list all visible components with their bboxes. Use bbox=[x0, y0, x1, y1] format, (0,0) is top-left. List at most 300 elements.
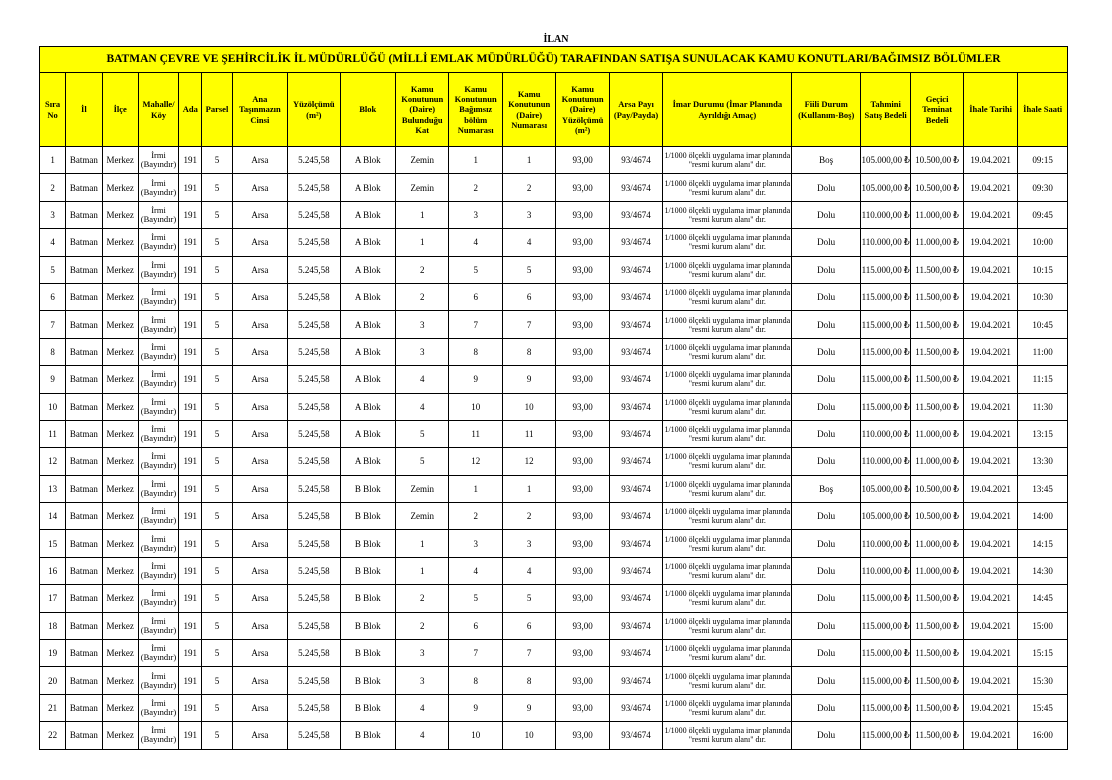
table-row bbox=[40, 530, 1068, 557]
cell-parsel: 5 bbox=[202, 585, 232, 612]
cell-bagimsiz-bolum-no: 7 bbox=[449, 311, 502, 338]
table-body bbox=[40, 147, 1068, 750]
cell-bagimsiz-bolum-no: 10 bbox=[449, 722, 502, 749]
cell-gecici-teminat-bedeli: 10.500,00 ₺ bbox=[911, 475, 963, 502]
cell-imar-durumu: 1/1000 ölçekli uygulama imar planında "resmi kurum alanı" dır. bbox=[663, 174, 792, 201]
cell-gecici-teminat-bedeli: 11.000,00 ₺ bbox=[911, 201, 963, 228]
cell-yuzolcumu: 5.245,58 bbox=[288, 722, 340, 749]
cell-imar-durumu: 1/1000 ölçekli uygulama imar planında "resmi kurum alanı" dır. bbox=[663, 475, 792, 502]
cell-ilce: Merkez bbox=[102, 283, 138, 310]
cell-tahmini-satis-bedeli: 105.000,00 ₺ bbox=[860, 174, 910, 201]
cell-yuzolcumu: 5.245,58 bbox=[288, 201, 340, 228]
cell-parsel: 5 bbox=[202, 530, 232, 557]
cell-yuzolcumu: 5.245,58 bbox=[288, 174, 340, 201]
table-row bbox=[40, 229, 1068, 256]
cell-imar-durumu: 1/1000 ölçekli uygulama imar planında "resmi kurum alanı" dır. bbox=[663, 420, 792, 447]
table-row bbox=[40, 585, 1068, 612]
cell-fiili-durum: Dolu bbox=[792, 722, 861, 749]
header-ihale-tarihi: İhale Tarihi bbox=[963, 73, 1017, 147]
cell-bagimsiz-bolum-no: 6 bbox=[449, 283, 502, 310]
cell-daire-yuzolcumu: 93,00 bbox=[556, 147, 609, 174]
cell-ana-tasinmaz-cinsi: Arsa bbox=[232, 366, 287, 393]
cell-fiili-durum: Dolu bbox=[792, 612, 861, 639]
cell-blok: B Blok bbox=[340, 722, 395, 749]
cell-gecici-teminat-bedeli: 11.000,00 ₺ bbox=[911, 229, 963, 256]
cell-ilce: Merkez bbox=[102, 338, 138, 365]
cell-ada: 191 bbox=[179, 585, 202, 612]
cell-ana-tasinmaz-cinsi: Arsa bbox=[232, 503, 287, 530]
cell-il: Batman bbox=[66, 667, 102, 694]
cell-ana-tasinmaz-cinsi: Arsa bbox=[232, 557, 287, 584]
cell-daire-yuzolcumu: 93,00 bbox=[556, 722, 609, 749]
cell-blok: A Blok bbox=[340, 448, 395, 475]
cell-mahalle-koy: İrmi (Bayındır) bbox=[138, 256, 178, 283]
cell-blok: A Blok bbox=[340, 283, 395, 310]
cell-yuzolcumu: 5.245,58 bbox=[288, 283, 340, 310]
cell-ihale-tarihi: 19.04.2021 bbox=[963, 174, 1017, 201]
cell-ilce: Merkez bbox=[102, 393, 138, 420]
header-fiili-durum: Fiili Durum (Kullanım-Boş) bbox=[792, 73, 861, 147]
cell-blok: B Blok bbox=[340, 694, 395, 721]
cell-daire-no: 12 bbox=[502, 448, 555, 475]
cell-sira-no: 19 bbox=[40, 640, 66, 667]
table-row bbox=[40, 283, 1068, 310]
cell-kat: 1 bbox=[396, 557, 449, 584]
cell-daire-yuzolcumu: 93,00 bbox=[556, 256, 609, 283]
cell-bagimsiz-bolum-no: 11 bbox=[449, 420, 502, 447]
cell-kat: 2 bbox=[396, 612, 449, 639]
table-row bbox=[40, 557, 1068, 584]
cell-daire-yuzolcumu: 93,00 bbox=[556, 475, 609, 502]
cell-imar-durumu: 1/1000 ölçekli uygulama imar planında "resmi kurum alanı" dır. bbox=[663, 393, 792, 420]
cell-sira-no: 11 bbox=[40, 420, 66, 447]
cell-bagimsiz-bolum-no: 12 bbox=[449, 448, 502, 475]
cell-ihale-saati: 14:15 bbox=[1018, 530, 1068, 557]
cell-bagimsiz-bolum-no: 10 bbox=[449, 393, 502, 420]
cell-parsel: 5 bbox=[202, 256, 232, 283]
cell-kat: 4 bbox=[396, 393, 449, 420]
cell-arsa-payi: 93/4674 bbox=[609, 612, 662, 639]
cell-gecici-teminat-bedeli: 10.500,00 ₺ bbox=[911, 147, 963, 174]
cell-bagimsiz-bolum-no: 3 bbox=[449, 530, 502, 557]
cell-ana-tasinmaz-cinsi: Arsa bbox=[232, 722, 287, 749]
cell-ihale-tarihi: 19.04.2021 bbox=[963, 283, 1017, 310]
cell-arsa-payi: 93/4674 bbox=[609, 694, 662, 721]
cell-parsel: 5 bbox=[202, 229, 232, 256]
cell-gecici-teminat-bedeli: 11.000,00 ₺ bbox=[911, 448, 963, 475]
cell-ada: 191 bbox=[179, 640, 202, 667]
cell-sira-no: 21 bbox=[40, 694, 66, 721]
table-row bbox=[40, 694, 1068, 721]
cell-bagimsiz-bolum-no: 2 bbox=[449, 174, 502, 201]
cell-ada: 191 bbox=[179, 393, 202, 420]
cell-ihale-tarihi: 19.04.2021 bbox=[963, 530, 1017, 557]
cell-daire-yuzolcumu: 93,00 bbox=[556, 585, 609, 612]
cell-il: Batman bbox=[66, 174, 102, 201]
cell-imar-durumu: 1/1000 ölçekli uygulama imar planında "resmi kurum alanı" dır. bbox=[663, 640, 792, 667]
header-tahmini-satis-bedeli: Tahmini Satış Bedeli bbox=[860, 73, 910, 147]
cell-fiili-durum: Dolu bbox=[792, 530, 861, 557]
cell-fiili-durum: Dolu bbox=[792, 585, 861, 612]
cell-kat: 1 bbox=[396, 530, 449, 557]
cell-ada: 191 bbox=[179, 694, 202, 721]
cell-daire-no: 7 bbox=[502, 311, 555, 338]
cell-parsel: 5 bbox=[202, 722, 232, 749]
cell-ihale-saati: 10:15 bbox=[1018, 256, 1068, 283]
cell-imar-durumu: 1/1000 ölçekli uygulama imar planında "resmi kurum alanı" dır. bbox=[663, 503, 792, 530]
cell-daire-no: 4 bbox=[502, 557, 555, 584]
cell-daire-no: 10 bbox=[502, 722, 555, 749]
cell-kat: 5 bbox=[396, 420, 449, 447]
cell-tahmini-satis-bedeli: 105.000,00 ₺ bbox=[860, 503, 910, 530]
cell-gecici-teminat-bedeli: 11.500,00 ₺ bbox=[911, 393, 963, 420]
table-row bbox=[40, 393, 1068, 420]
cell-mahalle-koy: İrmi (Bayındır) bbox=[138, 612, 178, 639]
cell-ilce: Merkez bbox=[102, 667, 138, 694]
cell-imar-durumu: 1/1000 ölçekli uygulama imar planında "resmi kurum alanı" dır. bbox=[663, 256, 792, 283]
cell-il: Batman bbox=[66, 694, 102, 721]
cell-sira-no: 13 bbox=[40, 475, 66, 502]
cell-imar-durumu: 1/1000 ölçekli uygulama imar planında "resmi kurum alanı" dır. bbox=[663, 667, 792, 694]
cell-daire-no: 3 bbox=[502, 201, 555, 228]
cell-mahalle-koy: İrmi (Bayındır) bbox=[138, 640, 178, 667]
cell-tahmini-satis-bedeli: 115.000,00 ₺ bbox=[860, 585, 910, 612]
header-parsel: Parsel bbox=[202, 73, 232, 147]
cell-gecici-teminat-bedeli: 10.500,00 ₺ bbox=[911, 174, 963, 201]
header-ilce: İlçe bbox=[102, 73, 138, 147]
cell-tahmini-satis-bedeli: 115.000,00 ₺ bbox=[860, 612, 910, 639]
cell-ada: 191 bbox=[179, 503, 202, 530]
cell-kat: 4 bbox=[396, 694, 449, 721]
table-row bbox=[40, 612, 1068, 639]
cell-fiili-durum: Dolu bbox=[792, 393, 861, 420]
cell-sira-no: 8 bbox=[40, 338, 66, 365]
cell-arsa-payi: 93/4674 bbox=[609, 667, 662, 694]
cell-ihale-tarihi: 19.04.2021 bbox=[963, 503, 1017, 530]
cell-ihale-saati: 10:00 bbox=[1018, 229, 1068, 256]
cell-daire-yuzolcumu: 93,00 bbox=[556, 503, 609, 530]
cell-tahmini-satis-bedeli: 105.000,00 ₺ bbox=[860, 147, 910, 174]
cell-arsa-payi: 93/4674 bbox=[609, 475, 662, 502]
cell-ihale-tarihi: 19.04.2021 bbox=[963, 311, 1017, 338]
cell-daire-no: 9 bbox=[502, 366, 555, 393]
cell-ihale-saati: 13:45 bbox=[1018, 475, 1068, 502]
cell-fiili-durum: Dolu bbox=[792, 311, 861, 338]
cell-arsa-payi: 93/4674 bbox=[609, 229, 662, 256]
table-row bbox=[40, 338, 1068, 365]
cell-parsel: 5 bbox=[202, 557, 232, 584]
cell-yuzolcumu: 5.245,58 bbox=[288, 640, 340, 667]
header-imar-durumu: İmar Durumu (İmar Planında Ayrıldığı Amaç) bbox=[663, 73, 792, 147]
cell-mahalle-koy: İrmi (Bayındır) bbox=[138, 694, 178, 721]
cell-il: Batman bbox=[66, 612, 102, 639]
cell-blok: B Blok bbox=[340, 475, 395, 502]
cell-arsa-payi: 93/4674 bbox=[609, 256, 662, 283]
cell-ihale-saati: 15:15 bbox=[1018, 640, 1068, 667]
cell-tahmini-satis-bedeli: 115.000,00 ₺ bbox=[860, 256, 910, 283]
cell-kat: 5 bbox=[396, 448, 449, 475]
document-title: İLAN bbox=[543, 34, 569, 45]
cell-ana-tasinmaz-cinsi: Arsa bbox=[232, 612, 287, 639]
cell-parsel: 5 bbox=[202, 640, 232, 667]
cell-blok: A Blok bbox=[340, 147, 395, 174]
cell-tahmini-satis-bedeli: 115.000,00 ₺ bbox=[860, 283, 910, 310]
table-row bbox=[40, 420, 1068, 447]
cell-daire-no: 6 bbox=[502, 283, 555, 310]
cell-daire-no: 5 bbox=[502, 585, 555, 612]
cell-tahmini-satis-bedeli: 105.000,00 ₺ bbox=[860, 475, 910, 502]
cell-arsa-payi: 93/4674 bbox=[609, 147, 662, 174]
cell-parsel: 5 bbox=[202, 503, 232, 530]
header-ada: Ada bbox=[179, 73, 202, 147]
cell-ihale-saati: 15:00 bbox=[1018, 612, 1068, 639]
cell-fiili-durum: Dolu bbox=[792, 201, 861, 228]
cell-fiili-durum: Dolu bbox=[792, 338, 861, 365]
cell-bagimsiz-bolum-no: 9 bbox=[449, 366, 502, 393]
cell-daire-yuzolcumu: 93,00 bbox=[556, 448, 609, 475]
cell-tahmini-satis-bedeli: 115.000,00 ₺ bbox=[860, 311, 910, 338]
cell-daire-no: 3 bbox=[502, 530, 555, 557]
cell-ihale-tarihi: 19.04.2021 bbox=[963, 366, 1017, 393]
cell-blok: A Blok bbox=[340, 393, 395, 420]
cell-daire-no: 11 bbox=[502, 420, 555, 447]
cell-yuzolcumu: 5.245,58 bbox=[288, 694, 340, 721]
header-mahalle-koy: Mahalle/ Köy bbox=[138, 73, 178, 147]
cell-mahalle-koy: İrmi (Bayındır) bbox=[138, 393, 178, 420]
cell-mahalle-koy: İrmi (Bayındır) bbox=[138, 366, 178, 393]
cell-daire-no: 8 bbox=[502, 338, 555, 365]
table-row bbox=[40, 147, 1068, 174]
cell-parsel: 5 bbox=[202, 393, 232, 420]
cell-daire-yuzolcumu: 93,00 bbox=[556, 338, 609, 365]
cell-yuzolcumu: 5.245,58 bbox=[288, 256, 340, 283]
cell-fiili-durum: Dolu bbox=[792, 557, 861, 584]
cell-ihale-tarihi: 19.04.2021 bbox=[963, 667, 1017, 694]
cell-ada: 191 bbox=[179, 612, 202, 639]
cell-mahalle-koy: İrmi (Bayındır) bbox=[138, 174, 178, 201]
cell-mahalle-koy: İrmi (Bayındır) bbox=[138, 201, 178, 228]
cell-tahmini-satis-bedeli: 115.000,00 ₺ bbox=[860, 366, 910, 393]
table-row bbox=[40, 366, 1068, 393]
cell-ihale-saati: 13:15 bbox=[1018, 420, 1068, 447]
cell-gecici-teminat-bedeli: 11.000,00 ₺ bbox=[911, 420, 963, 447]
cell-sira-no: 1 bbox=[40, 147, 66, 174]
table-row bbox=[40, 475, 1068, 502]
cell-daire-no: 4 bbox=[502, 229, 555, 256]
cell-il: Batman bbox=[66, 147, 102, 174]
cell-ana-tasinmaz-cinsi: Arsa bbox=[232, 338, 287, 365]
cell-ana-tasinmaz-cinsi: Arsa bbox=[232, 640, 287, 667]
header-ana-tasinmaz-cinsi: Ana Taşınmazın Cinsi bbox=[232, 73, 287, 147]
cell-ihale-tarihi: 19.04.2021 bbox=[963, 338, 1017, 365]
cell-il: Batman bbox=[66, 338, 102, 365]
cell-daire-yuzolcumu: 93,00 bbox=[556, 229, 609, 256]
cell-daire-no: 5 bbox=[502, 256, 555, 283]
cell-sira-no: 17 bbox=[40, 585, 66, 612]
cell-tahmini-satis-bedeli: 110.000,00 ₺ bbox=[860, 530, 910, 557]
cell-tahmini-satis-bedeli: 115.000,00 ₺ bbox=[860, 640, 910, 667]
cell-gecici-teminat-bedeli: 11.500,00 ₺ bbox=[911, 311, 963, 338]
cell-sira-no: 12 bbox=[40, 448, 66, 475]
cell-ihale-tarihi: 19.04.2021 bbox=[963, 448, 1017, 475]
cell-yuzolcumu: 5.245,58 bbox=[288, 475, 340, 502]
cell-ihale-saati: 11:30 bbox=[1018, 393, 1068, 420]
cell-parsel: 5 bbox=[202, 338, 232, 365]
cell-ihale-tarihi: 19.04.2021 bbox=[963, 201, 1017, 228]
cell-il: Batman bbox=[66, 722, 102, 749]
cell-mahalle-koy: İrmi (Bayındır) bbox=[138, 667, 178, 694]
cell-blok: A Blok bbox=[340, 420, 395, 447]
cell-kat: 4 bbox=[396, 722, 449, 749]
cell-arsa-payi: 93/4674 bbox=[609, 530, 662, 557]
cell-gecici-teminat-bedeli: 11.500,00 ₺ bbox=[911, 722, 963, 749]
cell-yuzolcumu: 5.245,58 bbox=[288, 311, 340, 338]
cell-bagimsiz-bolum-no: 2 bbox=[449, 503, 502, 530]
cell-arsa-payi: 93/4674 bbox=[609, 503, 662, 530]
cell-il: Batman bbox=[66, 229, 102, 256]
cell-arsa-payi: 93/4674 bbox=[609, 174, 662, 201]
cell-imar-durumu: 1/1000 ölçekli uygulama imar planında "resmi kurum alanı" dır. bbox=[663, 201, 792, 228]
cell-il: Batman bbox=[66, 311, 102, 338]
cell-ana-tasinmaz-cinsi: Arsa bbox=[232, 530, 287, 557]
cell-kat: Zemin bbox=[396, 174, 449, 201]
cell-yuzolcumu: 5.245,58 bbox=[288, 229, 340, 256]
cell-ada: 191 bbox=[179, 667, 202, 694]
cell-sira-no: 3 bbox=[40, 201, 66, 228]
table-row bbox=[40, 448, 1068, 475]
cell-ada: 191 bbox=[179, 311, 202, 338]
table-row bbox=[40, 667, 1068, 694]
cell-tahmini-satis-bedeli: 115.000,00 ₺ bbox=[860, 393, 910, 420]
cell-blok: B Blok bbox=[340, 612, 395, 639]
cell-daire-no: 8 bbox=[502, 667, 555, 694]
cell-ilce: Merkez bbox=[102, 448, 138, 475]
cell-tahmini-satis-bedeli: 110.000,00 ₺ bbox=[860, 557, 910, 584]
cell-ihale-tarihi: 19.04.2021 bbox=[963, 147, 1017, 174]
cell-ilce: Merkez bbox=[102, 366, 138, 393]
cell-ada: 191 bbox=[179, 557, 202, 584]
cell-daire-no: 1 bbox=[502, 475, 555, 502]
cell-daire-yuzolcumu: 93,00 bbox=[556, 283, 609, 310]
cell-daire-no: 2 bbox=[502, 503, 555, 530]
table-banner: BATMAN ÇEVRE VE ŞEHİRCİLİK İL MÜDÜRLÜĞÜ (MİLLİ EMLAK MÜDÜRLÜĞÜ) TARAFINDAN SATIŞA SUNULACAK KAMU KONUTLARI/BAĞIMSIZ BÖLÜMLER bbox=[40, 47, 1068, 73]
cell-bagimsiz-bolum-no: 5 bbox=[449, 585, 502, 612]
cell-fiili-durum: Dolu bbox=[792, 229, 861, 256]
cell-yuzolcumu: 5.245,58 bbox=[288, 420, 340, 447]
cell-il: Batman bbox=[66, 393, 102, 420]
cell-ana-tasinmaz-cinsi: Arsa bbox=[232, 420, 287, 447]
cell-ada: 191 bbox=[179, 722, 202, 749]
cell-daire-yuzolcumu: 93,00 bbox=[556, 393, 609, 420]
cell-blok: A Blok bbox=[340, 256, 395, 283]
cell-ihale-saati: 11:00 bbox=[1018, 338, 1068, 365]
cell-bagimsiz-bolum-no: 3 bbox=[449, 201, 502, 228]
cell-sira-no: 7 bbox=[40, 311, 66, 338]
cell-ana-tasinmaz-cinsi: Arsa bbox=[232, 201, 287, 228]
cell-yuzolcumu: 5.245,58 bbox=[288, 503, 340, 530]
cell-arsa-payi: 93/4674 bbox=[609, 338, 662, 365]
cell-fiili-durum: Dolu bbox=[792, 667, 861, 694]
cell-blok: B Blok bbox=[340, 557, 395, 584]
cell-sira-no: 2 bbox=[40, 174, 66, 201]
cell-ihale-tarihi: 19.04.2021 bbox=[963, 640, 1017, 667]
cell-daire-yuzolcumu: 93,00 bbox=[556, 174, 609, 201]
cell-ilce: Merkez bbox=[102, 612, 138, 639]
cell-fiili-durum: Boş bbox=[792, 475, 861, 502]
cell-yuzolcumu: 5.245,58 bbox=[288, 338, 340, 365]
cell-tahmini-satis-bedeli: 110.000,00 ₺ bbox=[860, 420, 910, 447]
table-row bbox=[40, 722, 1068, 749]
cell-ana-tasinmaz-cinsi: Arsa bbox=[232, 229, 287, 256]
cell-parsel: 5 bbox=[202, 475, 232, 502]
cell-il: Batman bbox=[66, 585, 102, 612]
cell-mahalle-koy: İrmi (Bayındır) bbox=[138, 503, 178, 530]
cell-ada: 191 bbox=[179, 201, 202, 228]
header-daire-yuzolcumu: Kamu Konutunun (Daire) Yüzölçümü (m²) bbox=[556, 73, 609, 147]
cell-tahmini-satis-bedeli: 115.000,00 ₺ bbox=[860, 722, 910, 749]
cell-ilce: Merkez bbox=[102, 201, 138, 228]
cell-ihale-saati: 09:30 bbox=[1018, 174, 1068, 201]
table-row bbox=[40, 640, 1068, 667]
cell-daire-yuzolcumu: 93,00 bbox=[556, 667, 609, 694]
cell-imar-durumu: 1/1000 ölçekli uygulama imar planında "resmi kurum alanı" dır. bbox=[663, 694, 792, 721]
cell-kat: 3 bbox=[396, 311, 449, 338]
cell-blok: A Blok bbox=[340, 366, 395, 393]
cell-arsa-payi: 93/4674 bbox=[609, 366, 662, 393]
cell-arsa-payi: 93/4674 bbox=[609, 640, 662, 667]
cell-kat: 2 bbox=[396, 283, 449, 310]
header-row bbox=[40, 73, 1068, 147]
cell-ana-tasinmaz-cinsi: Arsa bbox=[232, 174, 287, 201]
cell-yuzolcumu: 5.245,58 bbox=[288, 585, 340, 612]
cell-fiili-durum: Dolu bbox=[792, 448, 861, 475]
header-sira-no: Sıra No bbox=[40, 73, 66, 147]
header-arsa-payi: Arsa Payı (Pay/Payda) bbox=[609, 73, 662, 147]
cell-ihale-tarihi: 19.04.2021 bbox=[963, 420, 1017, 447]
table-row bbox=[40, 201, 1068, 228]
cell-ilce: Merkez bbox=[102, 256, 138, 283]
cell-imar-durumu: 1/1000 ölçekli uygulama imar planında "resmi kurum alanı" dır. bbox=[663, 311, 792, 338]
cell-ihale-tarihi: 19.04.2021 bbox=[963, 229, 1017, 256]
cell-ada: 191 bbox=[179, 366, 202, 393]
cell-ihale-tarihi: 19.04.2021 bbox=[963, 722, 1017, 749]
cell-imar-durumu: 1/1000 ölçekli uygulama imar planında "resmi kurum alanı" dır. bbox=[663, 229, 792, 256]
cell-bagimsiz-bolum-no: 9 bbox=[449, 694, 502, 721]
cell-blok: A Blok bbox=[340, 201, 395, 228]
cell-ana-tasinmaz-cinsi: Arsa bbox=[232, 283, 287, 310]
cell-imar-durumu: 1/1000 ölçekli uygulama imar planında "resmi kurum alanı" dır. bbox=[663, 338, 792, 365]
cell-ilce: Merkez bbox=[102, 694, 138, 721]
cell-daire-yuzolcumu: 93,00 bbox=[556, 201, 609, 228]
cell-ihale-tarihi: 19.04.2021 bbox=[963, 694, 1017, 721]
cell-ilce: Merkez bbox=[102, 557, 138, 584]
cell-gecici-teminat-bedeli: 10.500,00 ₺ bbox=[911, 503, 963, 530]
cell-ilce: Merkez bbox=[102, 147, 138, 174]
cell-il: Batman bbox=[66, 475, 102, 502]
cell-daire-yuzolcumu: 93,00 bbox=[556, 311, 609, 338]
cell-il: Batman bbox=[66, 530, 102, 557]
cell-ilce: Merkez bbox=[102, 475, 138, 502]
cell-ana-tasinmaz-cinsi: Arsa bbox=[232, 694, 287, 721]
cell-ada: 191 bbox=[179, 420, 202, 447]
cell-ihale-saati: 13:30 bbox=[1018, 448, 1068, 475]
cell-daire-no: 7 bbox=[502, 640, 555, 667]
cell-ihale-saati: 09:15 bbox=[1018, 147, 1068, 174]
cell-il: Batman bbox=[66, 283, 102, 310]
cell-daire-no: 6 bbox=[502, 612, 555, 639]
cell-ihale-saati: 14:30 bbox=[1018, 557, 1068, 584]
cell-daire-no: 10 bbox=[502, 393, 555, 420]
